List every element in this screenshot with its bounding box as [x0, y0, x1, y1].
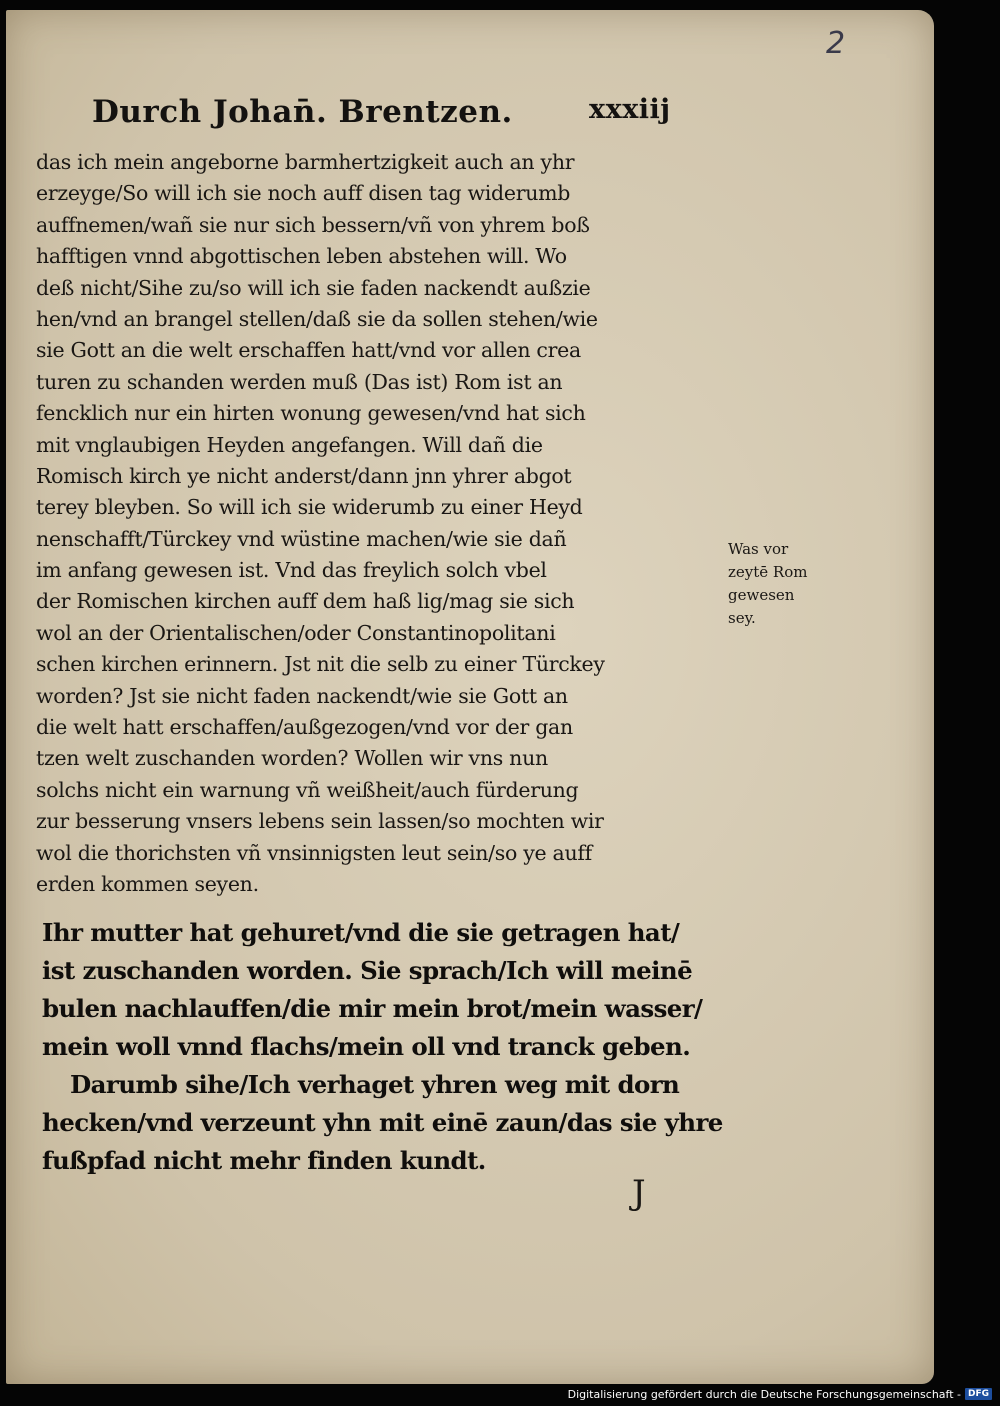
text-line: nenschafft/Türckey vnd wüstine machen/wie sie dañ — [36, 526, 567, 551]
scripture-line: Ihr mutter hat gehuret/vnd die sie getragen hat/ — [42, 918, 680, 947]
scripture-line: mein woll vnnd flachs/mein oll vnd tranck geben. — [42, 1032, 691, 1061]
text-line: wol die thorichsten vñ vnsinnigsten leut sein/so ye auff — [36, 840, 592, 865]
text-line: Romisch kirch ye nicht anderst/dann jnn yhrer abgot — [36, 463, 572, 488]
text-line: schen kirchen erinnern. Jst nit die selb zu einer Türckey — [36, 652, 605, 677]
text-line: der Romischen kirchen auff dem haß lig/mag sie sich — [36, 589, 575, 614]
text-line: tzen welt zuschanden worden? Wollen wir vns nun — [36, 746, 548, 771]
text-line: wol an der Orientalischen/oder Constantinopolitani — [36, 620, 556, 645]
marginal-note-line: zeytē Rom — [728, 563, 808, 581]
text-line: hen/vnd an brangel stellen/daß sie da sollen stehen/wie — [36, 306, 598, 331]
funding-notice: Digitalisierung gefördert durch die Deutsche Forschungsgemeinschaft - — [567, 1387, 961, 1401]
scripture-quotation — [42, 914, 742, 1180]
book-page — [6, 10, 934, 1384]
footer — [568, 1385, 992, 1403]
scripture-line: Darumb sihe/Ich verhaget yhren weg mit dorn — [70, 1070, 680, 1099]
text-line: erden kommen seyen. — [36, 871, 259, 896]
signature-mark: J — [632, 1173, 646, 1213]
text-line: auffnemen/wañ sie nur sich bessern/vñ von yhrem boß — [36, 212, 590, 237]
text-line: terey bleyben. So will ich sie widerumb zu einer Heyd — [36, 495, 583, 520]
running-head: Durch Johan̄. Brentzen. — [92, 94, 513, 130]
text-line: die welt hatt erschaffen/außgezogen/vnd vor der gan — [36, 715, 573, 740]
text-line: mit vnglaubigen Heyden angefangen. Will dañ die — [36, 432, 543, 457]
marginal-note-line: sey. — [728, 609, 756, 627]
marginal-note-line: gewesen — [728, 586, 795, 604]
scripture-line: hecken/vnd verzeunt yhn mit einē zaun/das sie yhre — [42, 1108, 723, 1137]
text-line: fencklich nur ein hirten wonung gewesen/vnd hat sich — [36, 401, 586, 426]
text-line: zur besserung vnsers lebens sein lassen/so mochten wir — [36, 809, 604, 834]
text-line: das ich mein angeborne barmhertzigkeit auch an yhr — [36, 150, 575, 174]
text-line: deß nicht/Sihe zu/so will ich sie faden nackendt außzie — [36, 275, 591, 300]
marginal-note-line: Was vor — [728, 540, 789, 558]
text-line: solchs nicht ein warnung vñ weißheit/auch fürderung — [36, 777, 579, 802]
text-line: turen zu schanden werden muß (Das ist) Rom ist an — [36, 369, 563, 394]
marginal-note — [728, 538, 848, 630]
scripture-line: bulen nachlauffen/die mir mein brot/mein wasser/ — [42, 994, 703, 1023]
page-header — [92, 94, 672, 134]
scripture-line: fußpfad nicht mehr finden kundt. — [42, 1146, 486, 1175]
page-number: 2 — [826, 26, 846, 61]
text-line: im anfang gewesen ist. Vnd das freylich solch vbel — [36, 558, 547, 583]
scripture-line: ist zuschanden worden. Sie sprach/Ich will meinē — [42, 956, 693, 985]
body-text — [36, 147, 736, 900]
folio-number: xxxiij — [589, 94, 671, 125]
text-line: sie Gott an die welt erschaffen hatt/vnd vor allen crea — [36, 338, 581, 363]
text-line: hafftigen vnnd abgottischen leben abstehen will. Wo — [36, 244, 567, 269]
dfg-logo: DFG — [965, 1388, 992, 1400]
text-line: erzeyge/So will ich sie noch auff disen tag widerumb — [36, 181, 571, 206]
text-line: worden? Jst sie nicht faden nackendt/wie sie Gott an — [36, 683, 568, 708]
